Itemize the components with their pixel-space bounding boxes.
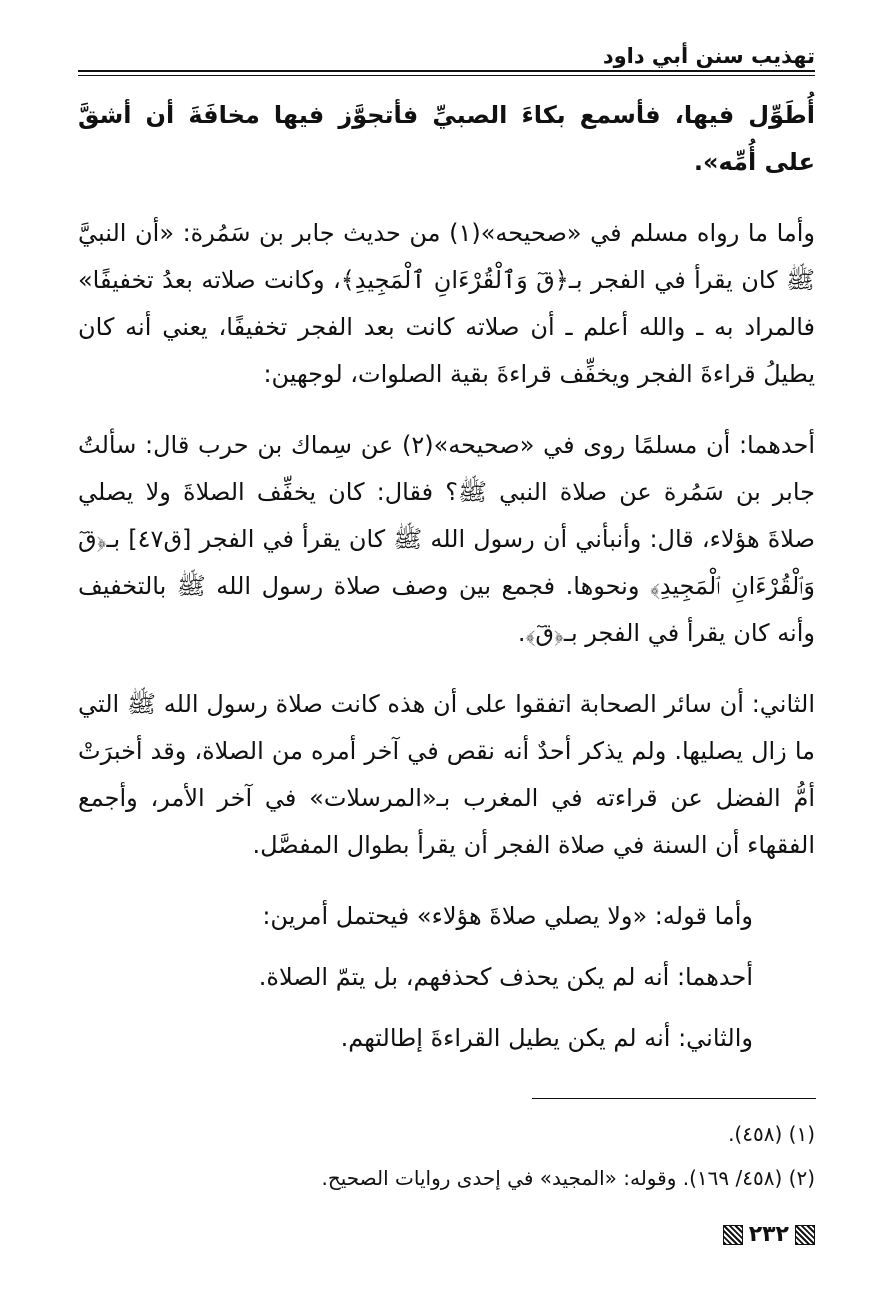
ornament-icon: [723, 1225, 743, 1245]
paragraph-first-reason: أحدهما: أن مسلمًا روى في «صحيحه»(٢) عن سِماك بن حرب قال: سألتُ جابر بن سَمُرة عن صلاة النبي ﷺ؟ فقال: كان يخفِّف الصلاةَ ولا يصلي صلاةَ هؤلاء، قال: وأنبأني أن رسول الله ﷺ كان يقرأ في الفجر [ق٤٧] بـ﴿قٓ وَٱلْقُرْءَانِ ٱلْمَجِيدِ﴾ ونحوها. فجمع بين وصف صلاة رسول الله ﷺ بالتخفيف وأنه كان يقرأ في الفجر بـ﴿قٓ﴾.: [78, 431, 815, 647]
page-body: [78, 92, 815, 1076]
footnote-1: (١) (٤٥٨).: [728, 1122, 815, 1146]
header-rule-thin: [78, 75, 815, 76]
paragraph-muslim-narration: وأما ما رواه مسلم في «صحيحه»(١) من حديث جابر بن سَمُرة: «أن النبيَّ ﷺ كان يقرأ في الفجر بـ﴿قٓ وَٱلْقُرْءَانِ ٱلْمَجِيدِ﴾، وكانت صلاته بعدُ تخفيفًا» فالمراد به ـ والله أعلم ـ أن صلاته كانت بعد الفجر تخفيفًا، يعني أنه كان يطيلُ قراءةَ الفجر ويخفِّف قراءةَ بقية الصلوات، لوجهين:: [78, 219, 815, 388]
paragraph-two-meanings: وأما قوله: «ولا يصلي صلاةَ هؤلاء» فيحتمل أمرين:: [262, 902, 753, 930]
paragraph-meaning-one: أحدهما: أنه لم يكن يحذف كحذفهم، بل يتمّ الصلاة.: [258, 963, 753, 991]
header-title: تهذيب سنن أبي داود: [602, 44, 815, 68]
page-number: ٢٣٢: [748, 1222, 789, 1247]
paragraph-second-reason: الثاني: أن سائر الصحابة اتفقوا على أن هذه كانت صلاة رسول الله ﷺ التي ما زال يصليها. ولم يذكر أحدٌ أنه نقص في آخر أمره من الصلاة، وقد أخبرَتْ أمُّ الفضل عن قراءته في المغرب بـ«المرسلات» في آخر الأمر، وأجمع الفقهاء أن السنة في صلاة الفجر أن يقرأ بطوال المفصَّل.: [78, 690, 815, 859]
header-rule: [78, 70, 815, 72]
running-header: [78, 38, 815, 74]
footnote-2: (٢) (٤٥٨/ ١٦٩). وقوله: «المجيد» في إحدى روايات الصحيح.: [321, 1166, 815, 1190]
page-number-block: [723, 1222, 815, 1247]
footnotes: [78, 1115, 815, 1203]
paragraph-continuation: أُطَوِّل فيها، فأسمع بكاءَ الصبيِّ فأتجوَّز فيها مخافَةَ أن أشقَّ على أُمِّه».: [78, 101, 815, 176]
footnote-separator: [532, 1098, 816, 1099]
ornament-icon: [795, 1225, 815, 1245]
paragraph-meaning-two: والثاني: أنه لم يكن يطيل القراءةَ إطالتهم.: [340, 1024, 753, 1052]
